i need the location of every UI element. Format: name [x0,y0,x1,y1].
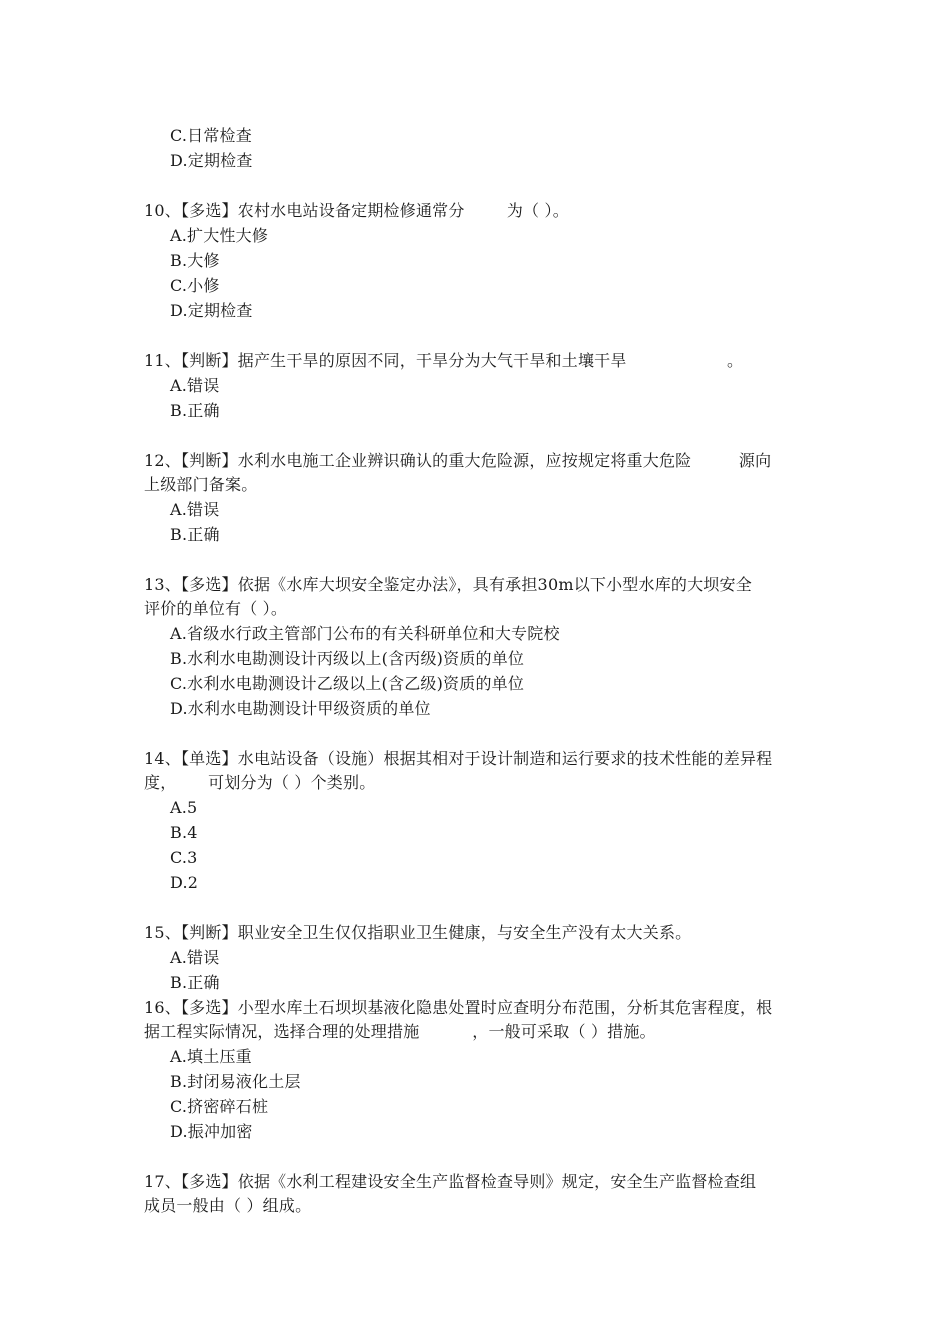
option-line: B.正确 [170,973,220,992]
option-line: B.4 [170,823,198,842]
option-line: A.省级水行政主管部门公布的有关科研单位和大专院校 [170,624,560,643]
question-line: 15、【判断】职业安全卫生仅仅指职业卫生健康，与安全生产没有太大关系。 [144,923,692,942]
question-line: 评价的单位有（ ）。 [144,599,288,618]
question-line: 上级部门备案。 [144,475,258,494]
question-line: 据工程实际情况，选择合理的处理措施 ，一般可采取（ ）措施。 [144,1022,656,1041]
option-line: B.封闭易液化土层 [170,1072,301,1091]
question-line: 度， 可划分为（ ）个类别。 [144,773,376,792]
option-line: A.扩大性大修 [170,226,269,245]
question-line: 10、【多选】农村水电站设备定期检修通常分 为（ ）。 [144,201,569,220]
option-line: B.大修 [170,251,220,270]
option-line: A.错误 [170,500,220,519]
option-line: C.小修 [170,276,220,295]
option-line: D.定期检查 [170,301,253,320]
option-line: A.错误 [170,376,220,395]
question-line: 16、【多选】小型水库土石坝坝基液化隐患处置时应查明分布范围，分析其危害程度，根 [144,998,773,1017]
question-line: 11、【判断】据产生干旱的原因不同，干旱分为大气干旱和土壤干旱 。 [144,351,744,370]
option-line: A.5 [170,798,198,817]
question-line: 12、【判断】水利水电施工企业辨识确认的重大危险源，应按规定将重大危险 源向 [144,451,772,470]
question-line: 17、【多选】依据《水利工程建设安全生产监督检查导则》规定，安全生产监督检查组 [144,1172,757,1191]
option-line: B.正确 [170,401,220,420]
question-line: 13、【多选】依据《水库大坝安全鉴定办法》，具有承担30m以下小型水库的大坝安全 [144,575,752,594]
option-line: D.定期检查 [170,151,253,170]
option-line: C.水利水电勘测设计乙级以上(含乙级)资质的单位 [170,674,525,693]
option-line: D.振冲加密 [170,1122,253,1141]
option-line: B.正确 [170,525,220,544]
option-line: C.挤密碎石桩 [170,1097,269,1116]
option-line: D.2 [170,873,199,892]
option-line: C.3 [170,848,198,867]
option-line: A.错误 [170,948,220,967]
option-line: B.水利水电勘测设计丙级以上(含丙级)资质的单位 [170,649,525,668]
question-line: 成员一般由（ ）组成。 [144,1196,312,1215]
option-line: D.水利水电勘测设计甲级资质的单位 [170,699,431,718]
question-line: 14、【单选】水电站设备（设施）根据其相对于设计制造和运行要求的技术性能的差异程 [144,749,773,768]
option-line: C.日常检查 [170,126,252,145]
option-line: A.填土压重 [170,1047,252,1066]
